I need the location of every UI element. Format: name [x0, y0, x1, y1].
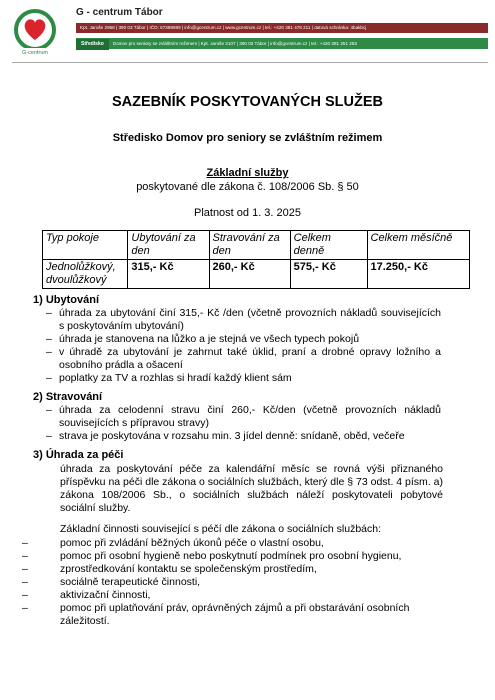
list-item: – úhrada za ubytování činí 315,- Kč /den (včetně provozních nákladů souvisejících s poskytováním ubytování) [46, 307, 441, 333]
price-cell: 315,- Kč [128, 260, 209, 289]
section-heading-meals: 2) Stravování [33, 391, 103, 403]
list-item: – pomoc při uplatňování práv, oprávněných zájmů a při obstarávání osobních záležitostí. [22, 602, 452, 628]
section-heading-accommodation: 1) Ubytování [33, 294, 100, 306]
list-item: – strava je poskytována v rozsahu min. 3 jídel denně: snídaně, oběd, večeře [46, 430, 441, 443]
care-paragraph: úhrada za poskytování péče za kalendářní měsíc se rovná výši přiznaného příspěvku na péči dle zákona o sociálních službách, který dle § 73 odst. 4 písm. a) zákona 108/2006 Sb., o sociálních službách náleží poskytovateli pobytové sociální služby. [60, 463, 443, 514]
price-table [42, 230, 470, 289]
price-table-row [43, 260, 470, 289]
list-item: – poplatky za TV a rozhlas si hradí každý klient sám [46, 372, 441, 385]
price-cell: 260,- Kč [209, 260, 290, 289]
list-item: – pomoc při osobní hygieně nebo poskytnutí podmínek pro osobní hygienu, [22, 550, 452, 563]
brand-name: G - centrum Tábor [76, 7, 163, 18]
list-item: – aktivizační činnosti, [22, 589, 452, 602]
header-cell: Celkem měsíčně [367, 231, 470, 260]
header-cell: Typ pokoje [43, 231, 128, 260]
page-title: SAZEBNÍK POSKYTOVANÝCH SLUŽEB [112, 94, 383, 110]
g-centrum-logo [12, 8, 58, 56]
header-divider [12, 62, 488, 63]
page-subtitle: Středisko Domov pro seniory se zvláštním režimem [112, 132, 383, 144]
room-type-cell: Jednolůžkový, dvoulůžkový [43, 260, 128, 289]
svg-text:G·centrum: G·centrum [22, 50, 48, 56]
list-item: – sociálně terapeutické činnosti, [22, 576, 452, 589]
facility-line: Domov pro seniory se zvláštním režimem | Kpt. Jaroše 3107 | 390 03 Tábor | info@gcentrum.cz | tel.: +420 381 251 283 [112, 41, 357, 46]
accommodation-list [46, 307, 441, 385]
meals-list [46, 404, 441, 443]
price-table-header [43, 231, 470, 260]
header-cell: Ubytování za den [128, 231, 209, 260]
price-cell: 575,- Kč [290, 260, 367, 289]
section-heading-care: 3) Úhrada za péči [33, 449, 124, 461]
list-item: – zprostředkování kontaktu se společenským prostředím, [22, 563, 452, 576]
care-activities-intro: Základní činnosti související s péčí dle zákona o sociálních službách: [60, 523, 382, 535]
list-item: – úhrada za celodenní stravu činí 260,- Kč/den (včetně provozních nákladů souvisejících s přípravou stravy) [46, 404, 441, 430]
contact-bar [76, 23, 488, 33]
facility-bar [76, 38, 488, 49]
header-cell: Stravování za den [209, 231, 290, 260]
list-item: – pomoc při zvládání běžných úkonů péče o vlastní osobu, [22, 537, 452, 550]
list-item: – v úhradě za ubytování je zahrnut také úklid, praní a drobné opravy ložního a osobního prádla a ošacení [46, 346, 441, 372]
list-item: – úhrada je stanovena na lůžko a je stejná ve všech typech pokojů [46, 333, 441, 346]
header-cell: Celkem denně [290, 231, 367, 260]
price-cell: 17.250,- Kč [367, 260, 470, 289]
validity-date: Platnost od 1. 3. 2025 [193, 207, 302, 219]
basic-services-law: poskytované dle zákona č. 108/2006 Sb. § 50 [136, 181, 359, 193]
contact-line: Kpt. Jaroše 2958 | 390 03 Tábor | IČO: 67389599 | info@gcentrum.cz | www.gcentrum.cz | tel.: +420 381 478 211 | datová schránka: 4bakbcj [80, 25, 367, 30]
facility-tag: Středisko [76, 39, 109, 50]
basic-services-heading: Základní služby [206, 167, 289, 179]
care-activities-list [22, 537, 452, 628]
